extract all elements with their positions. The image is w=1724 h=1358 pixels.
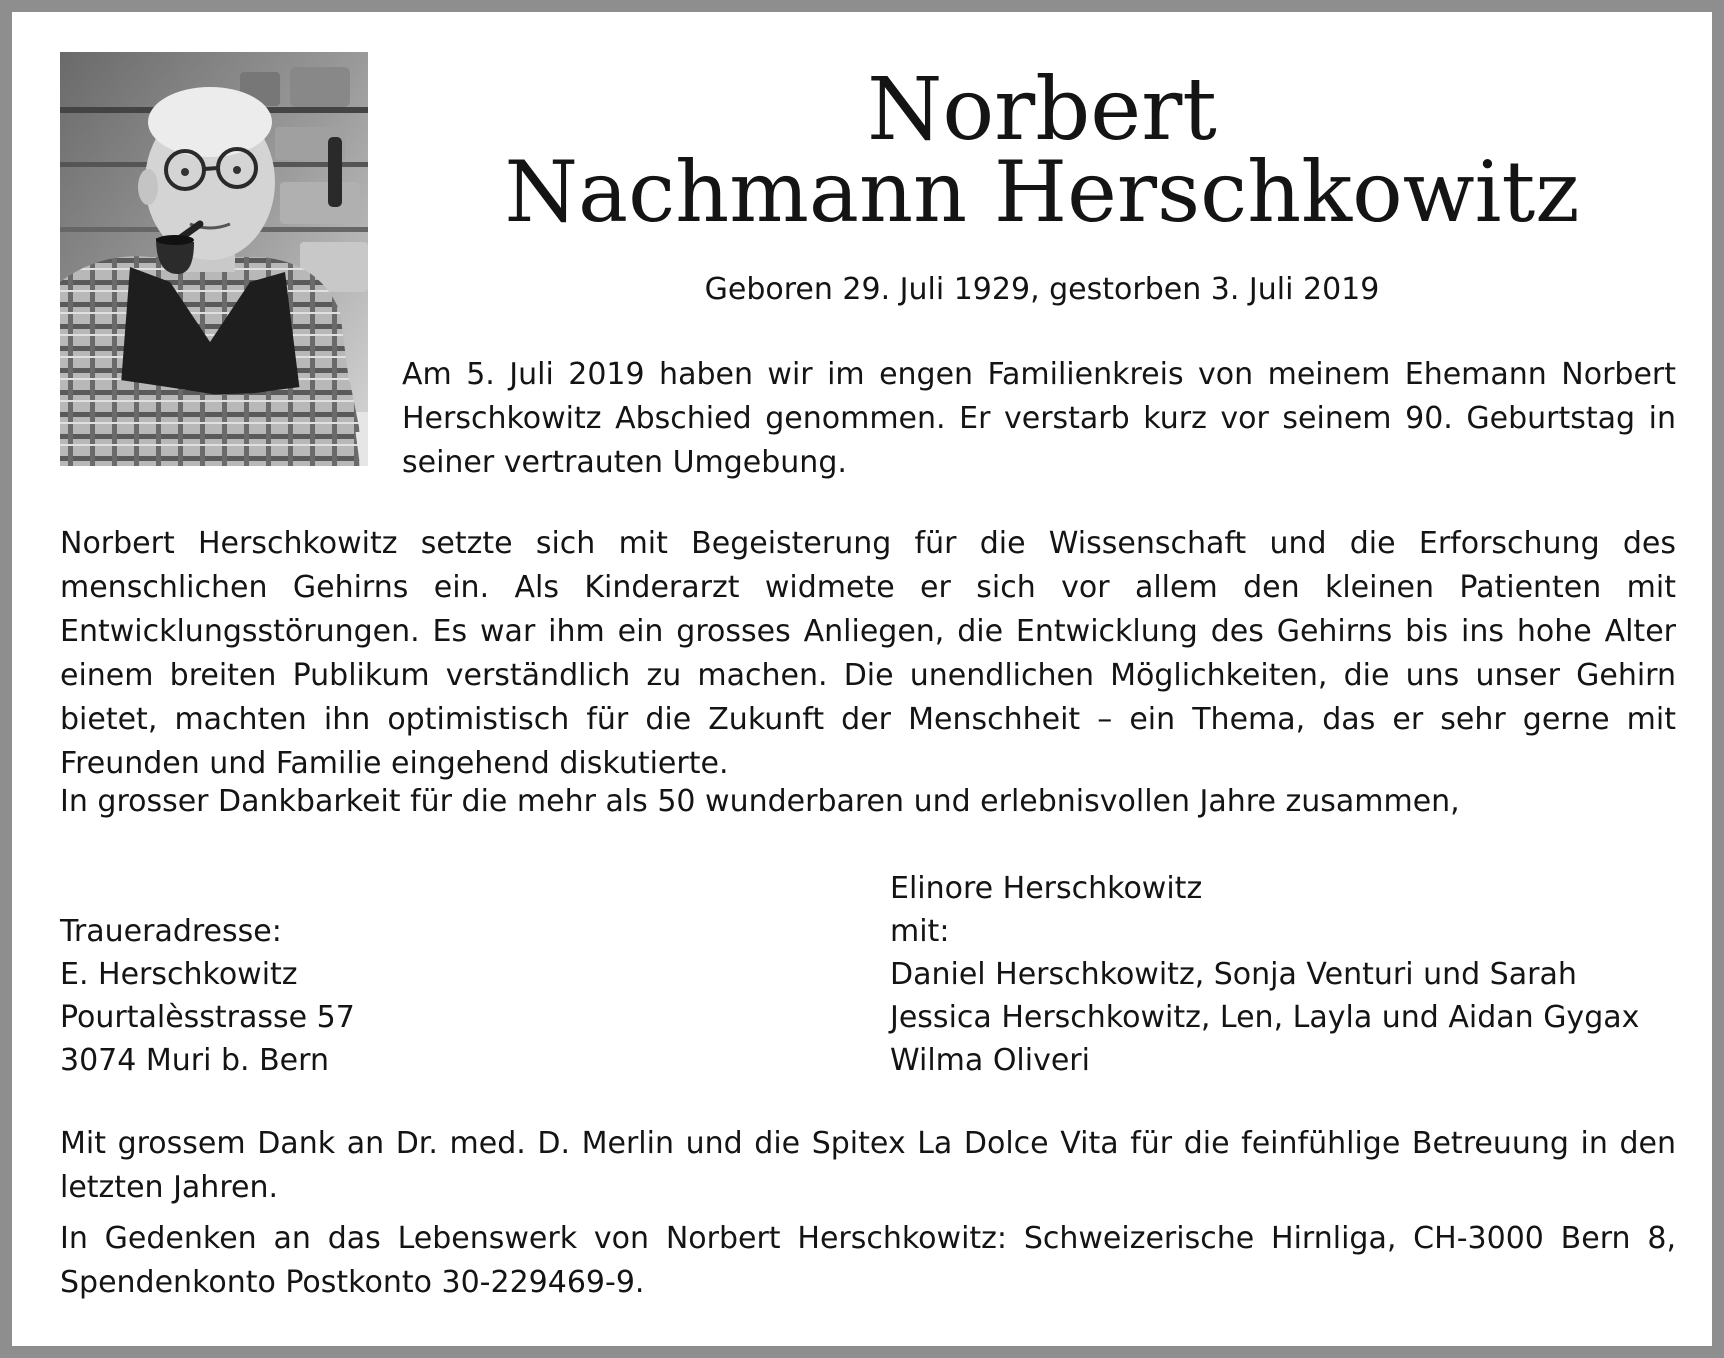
care-thanks-paragraph: Mit grossem Dank an Dr. med. D. Merlin und die Spitex La Dolce Vita für die feinfühlige Betreuung in den letzten Jahren. — [60, 1126, 1676, 1205]
mourning-address — [60, 910, 355, 1082]
address-city: 3074 Muri b. Bern — [60, 1043, 329, 1078]
family-signatories — [890, 867, 1639, 1082]
family-line: Wilma Oliveri — [890, 1043, 1090, 1078]
gratitude-line: In grosser Dankbarkeit für die mehr als 50 wunderbaren und erlebnisvollen Jahre zusammen, — [60, 784, 1460, 819]
donation-paragraph: In Gedenken an das Lebenswerk von Norbert Herschkowitz: Schweizerische Hirnliga, CH-3000 Bern 8, Spendenkonto Postkonto 30-229469-9. — [60, 1221, 1676, 1300]
deceased-full-name: Nachmann Herschkowitz — [504, 143, 1580, 241]
portrait-photo — [60, 52, 368, 466]
deceased-first-name: Norbert — [867, 60, 1217, 160]
family-line: Daniel Herschkowitz, Sonja Venturi und Sarah — [890, 957, 1577, 992]
address-label: Traueradresse: — [60, 914, 282, 949]
family-line: Jessica Herschkowitz, Len, Layla und Aidan Gygax — [890, 1000, 1640, 1035]
family-line: mit: — [890, 914, 950, 949]
address-street: Pourtalèsstrasse 57 — [60, 1000, 355, 1035]
family-line: Elinore Herschkowitz — [890, 871, 1203, 906]
intro-paragraph: Am 5. Juli 2019 haben wir im engen Familienkreis von meinem Ehemann Norbert Herschkowitz Abschied genommen. Er verstarb kurz vor seinem 90. Geburtstag in seiner vertrauten Umgebung. — [402, 357, 1676, 480]
life-dates: Geboren 29. Juli 1929, gestorben 3. Juli 2019 — [704, 272, 1380, 307]
address-name: E. Herschkowitz — [60, 957, 298, 992]
biography-paragraph: Norbert Herschkowitz setzte sich mit Begeisterung für die Wissenschaft und die Erforschung des menschlichen Gehirns ein. Als Kinderarzt widmete er sich vor allem den kleinen Patienten mit Entwicklungsstörungen. Es war ihm ein grosses Anliegen, die Entwicklung des Gehirns bis ins hohe Alter einem breiten Publikum verständlich zu machen. Die unendlichen Möglichkeiten, die uns unser Gehirn bietet, machten ihn optimistisch für die Zukunft der Menschheit – ein Thema, das er sehr gerne mit Freunden und Familie eingehend diskutierte. — [60, 526, 1676, 781]
obituary-notice — [12, 12, 1712, 1346]
